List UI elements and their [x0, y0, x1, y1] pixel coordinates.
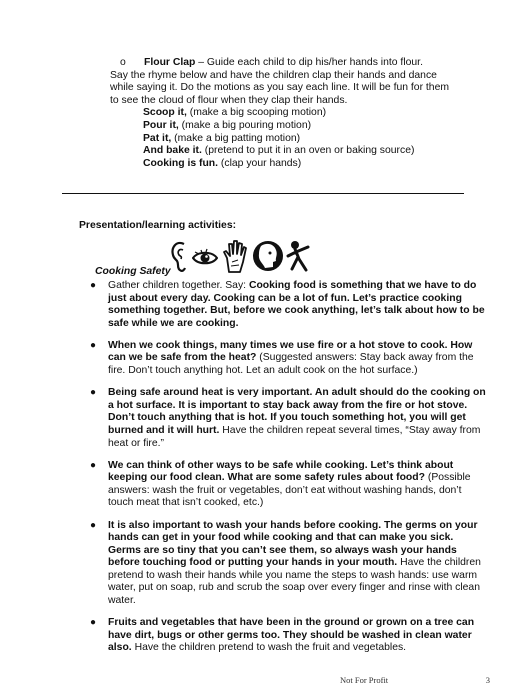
rhyme-line: Cooking is fun. (clap your hands)	[143, 157, 302, 169]
bullet-dot-icon: ●	[90, 519, 97, 531]
ear-icon	[170, 240, 190, 274]
list-item: ● When we cook things, many times we use fire or a hot stove to cook. How can we be safe from the heat? (Suggested answers: Stay back away from the fire. Don’t touch anything hot. Let an adult cook on the hot surface.)	[90, 339, 474, 377]
hand-icon	[222, 238, 248, 274]
page-number: 3	[485, 675, 490, 685]
flour-clap-intro: – Guide each child to dip his/her hands into flour.	[195, 57, 423, 68]
bullet-dot-icon: ●	[90, 387, 97, 399]
rhyme-line: Pour it, (make a big pouring motion)	[143, 119, 312, 131]
bullet-dot-icon: ●	[90, 280, 97, 291]
head-icon	[252, 238, 284, 274]
bullet-dot-icon: ●	[90, 339, 97, 351]
flour-clap-title: Flour Clap	[144, 57, 196, 68]
list-item: ● Fruits and vegetables that have been in the ground or grown on a tree can have dirt, bugs or other germs too. They should be washed in clean water also. Have the children pretend to wash the fruit and vegetables.	[90, 617, 475, 654]
bullet-dot-icon: ●	[90, 459, 97, 471]
list-item: ● We can think of other ways to be safe while cooking. Let’s think about keeping our food clean. What are some safety rules about food? (Possible answers: wash the fruit or vegetables, don’t eat without washing hands, don’t touch meat that isn’t cooked, etc.)	[90, 459, 471, 509]
list-item: ● It is also important to wash your hands before cooking. The germs on your hands can get in your food while cooking and that can make you sick. Germs are so tiny that you can’t see them, so always wash your hands before touching food or putting your hands in your mouth. Have the children pretend to wash their hands while you name the steps to wash hands: use warm water, put on soap, rub and scrub the soap over every finger and rinse with clean water.	[90, 519, 481, 607]
flour-clap-heading	[120, 57, 450, 70]
footer-label: Not For Profit	[340, 675, 389, 685]
horizontal-divider	[62, 193, 464, 194]
eye-icon	[192, 248, 218, 268]
flour-clap-body: Say the rhyme below and have the children clap their hands and dance while saying it. Do the motions as you say each line. It will be fun for them to see the cloud of flour when they clap their hands.	[110, 69, 450, 106]
rhyme-line: Scoop it, (make a big scooping motion)	[143, 107, 327, 119]
senses-icon-strip	[170, 240, 320, 276]
bullet-dot-icon: ●	[90, 617, 97, 629]
list-item: ● Gather children together. Say: Cooking food is something that we have to do just about every day. Cooking can be a lot of fun. Let’s practice cooking something together. But, before we cook anything, let’s talk about how to be safe while we are cooking.	[90, 280, 485, 329]
rhyme-lines	[143, 107, 450, 170]
section-title: Presentation/learning activities:	[79, 220, 237, 231]
list-item: ● Being safe around heat is very important. An adult should do the cooking on a hot surface. It is important to stay back away from the fire or hot stove. Don’t touch anything that is hot. If you touch something hot, you will get burned and it will hurt. Have the children repeat several times, “Stay away from heat or fire.”	[90, 387, 486, 449]
rhyme-line: Pat it, (make a big patting motion)	[143, 132, 301, 144]
rhyme-line: And bake it. (pretend to put it in an oven or baking source)	[143, 145, 415, 157]
circle-bullet: o	[120, 57, 126, 68]
activity-list	[87, 280, 489, 664]
flour-clap-block	[110, 57, 450, 170]
cooking-safety-title: Cooking Safety	[95, 266, 171, 277]
person-moving-icon	[286, 239, 314, 275]
